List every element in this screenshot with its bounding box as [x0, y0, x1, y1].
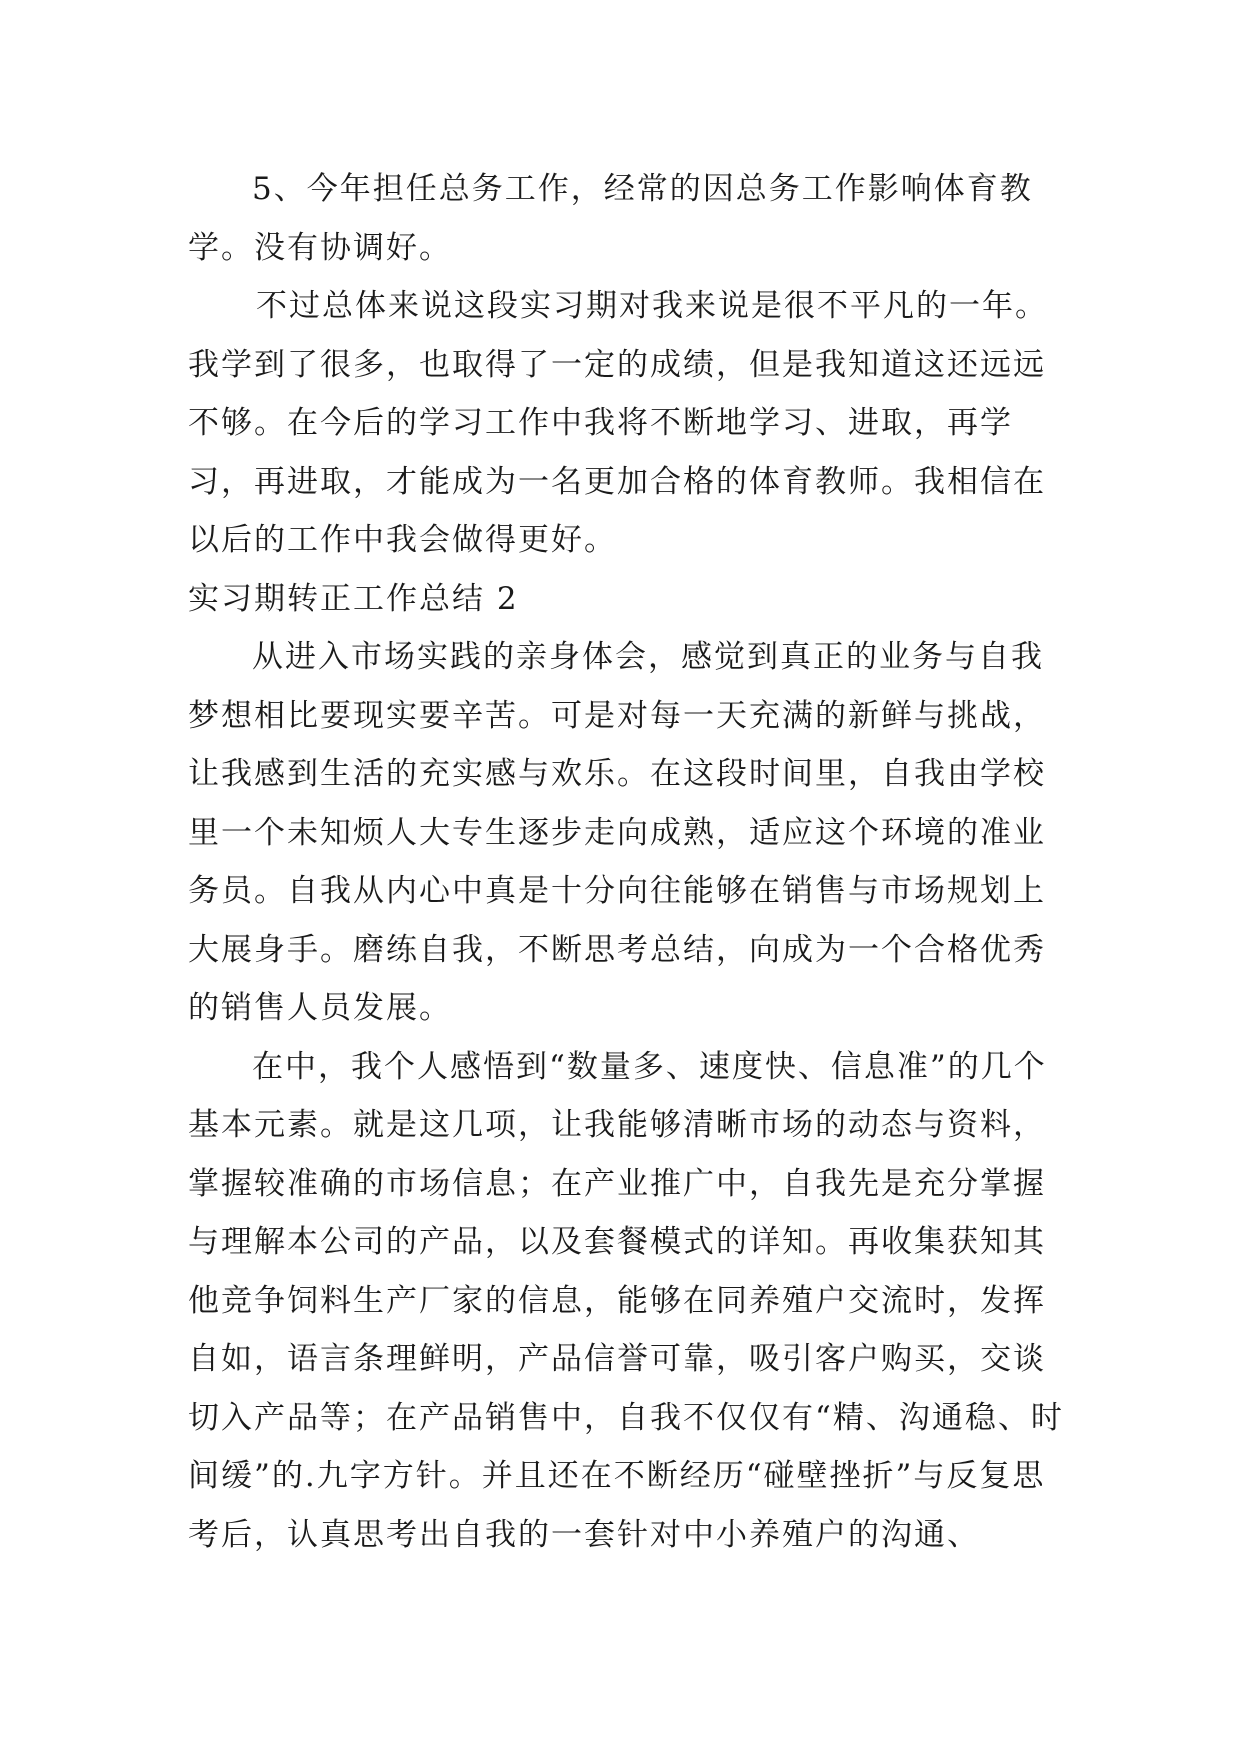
paragraph-market-practice: 从进入市场实践的亲身体会，感觉到真正的业务与自我梦想相比要现实要辛苦。可是对每一天充满的新鲜与挑战，让我感到生活的充实感与欢乐。在这段时间里，自我由学校里一个未知烦人大专生逐步走向成熟，适应这个环境的准业务员。自我从内心中真是十分向往能够在销售与市场规划上大展身手。磨练自我，不断思考总结，向成为一个合格优秀的销售人员发展。 [188, 639, 1046, 1026]
section-heading: 实习期转正工作总结 2 [188, 580, 519, 617]
paragraph-sales-insight: 在中，我个人感悟到“数量多、速度快、信息准”的几个基本元素。就是这几项，让我能够清晰市场的动态与资料，掌握较准确的市场信息；在产业推广中，自我先是充分掌握与理解本公司的产品，以及套餐模式的详知。再收集获知其他竞争饲料生产厂家的信息，能够在同养殖户交流时，发挥自如，语言条理鲜明，产品信誉可靠，吸引客户购买，交谈切入产品等；在产品销售中，自我不仅仅有“精、沟通稳、时间缓”的.九字方针。并且还在不断经历“碰壁挫折”与反复思考后，认真思考出自我的一套针对中小养殖户的沟通、 [188, 1048, 1064, 1553]
paragraph-total-affairs: 5、今年担任总务工作，经常的因总务工作影响体育教学。没有协调好。 [188, 171, 1033, 266]
paragraph-summary: 不过总体来说这段实习期对我来说是很不平凡的一年。我学到了很多，也取得了一定的成绩，但是我知道这还远远不够。在今后的学习工作中我将不断地学习、进取，再学习，再进取，才能成为一名更加合格的体育教师。我相信在以后的工作中我会做得更好。 [188, 288, 1048, 558]
document-body [188, 160, 1068, 1564]
